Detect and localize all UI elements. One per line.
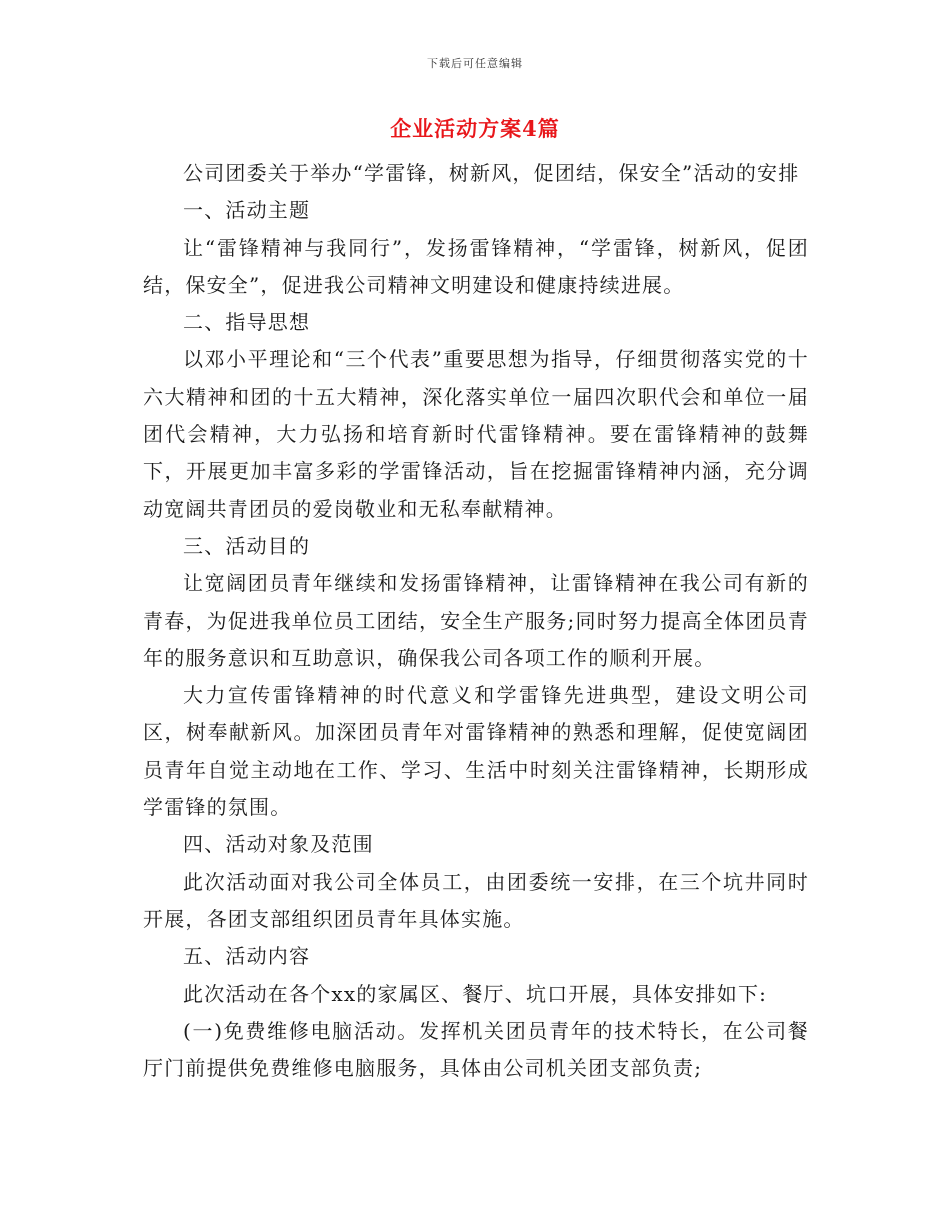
paragraph-content-intro: 此次活动在各个xx的家属区、餐厅、坑口开展，具体安排如下: <box>183 981 768 1006</box>
section-heading-theme: 一、活动主题 <box>183 198 311 223</box>
section-heading-content: 五、活动内容 <box>183 944 311 969</box>
paragraph-purpose-1: 让宽阔团员青年继续和发扬雷锋精神，让雷锋精神在我公司有新的青春，为促进我单位员工团结，安全生产服务;同时努力提高全体团员青年的服务意识和互助意识，确保我公司各项工作的顺利开展。 <box>143 571 809 670</box>
paragraph-content-item-1: (一)免费维修电脑活动。发挥机关团员青年的技术特长，在公司餐厅门前提供免费维修电脑服务，具体由公司机关团支部负责; <box>143 1018 809 1081</box>
document-title: 企业活动方案4篇 <box>390 116 560 141</box>
section-heading-purpose: 三、活动目的 <box>183 533 311 558</box>
section-heading-scope: 四、活动对象及范围 <box>183 832 374 857</box>
paragraph-scope: 此次活动面对我公司全体员工，由团委统一安排，在三个坑井同时开展，各团支部组织团员青年具体实施。 <box>143 869 809 931</box>
paragraph-intro: 公司团委关于举办“学雷锋，树新风，促团结，保安全”活动的安排 <box>183 161 800 185</box>
document-body <box>143 155 809 1087</box>
page-header-note: 下载后可任意编辑 <box>427 57 523 70</box>
section-heading-guiding-thought: 二、指导思想 <box>183 310 311 335</box>
paragraph-purpose-2: 大力宣传雷锋精神的时代意义和学雷锋先进典型，建设文明公司区，树奉献新风。加深团员青年对雷锋精神的熟悉和理解，促使宽阔团员青年自觉主动地在工作、学习、生活中时刻关注雷锋精神，长期形成学雷锋的氛围。 <box>143 683 809 820</box>
paragraph-guiding-thought: 以邓小平理论和“三个代表”重要思想为指导，仔细贯彻落实党的十六大精神和团的十五大精神，深化落实单位一届四次职代会和单位一届团代会精神，大力弘扬和培育新时代雷锋精神。要在雷锋精神的鼓舞下，开展更加丰富多彩的学雷锋活动，旨在挖掘雷锋精神内涵，充分调动宽阔共青团员的爱岗敬业和无私奉献精神。 <box>143 347 809 521</box>
paragraph-theme: 让“雷锋精神与我同行”，发扬雷锋精神，“学雷锋，树新风，促团结，保安全”，促进我公司精神文明建设和健康持续进展。 <box>143 235 809 297</box>
